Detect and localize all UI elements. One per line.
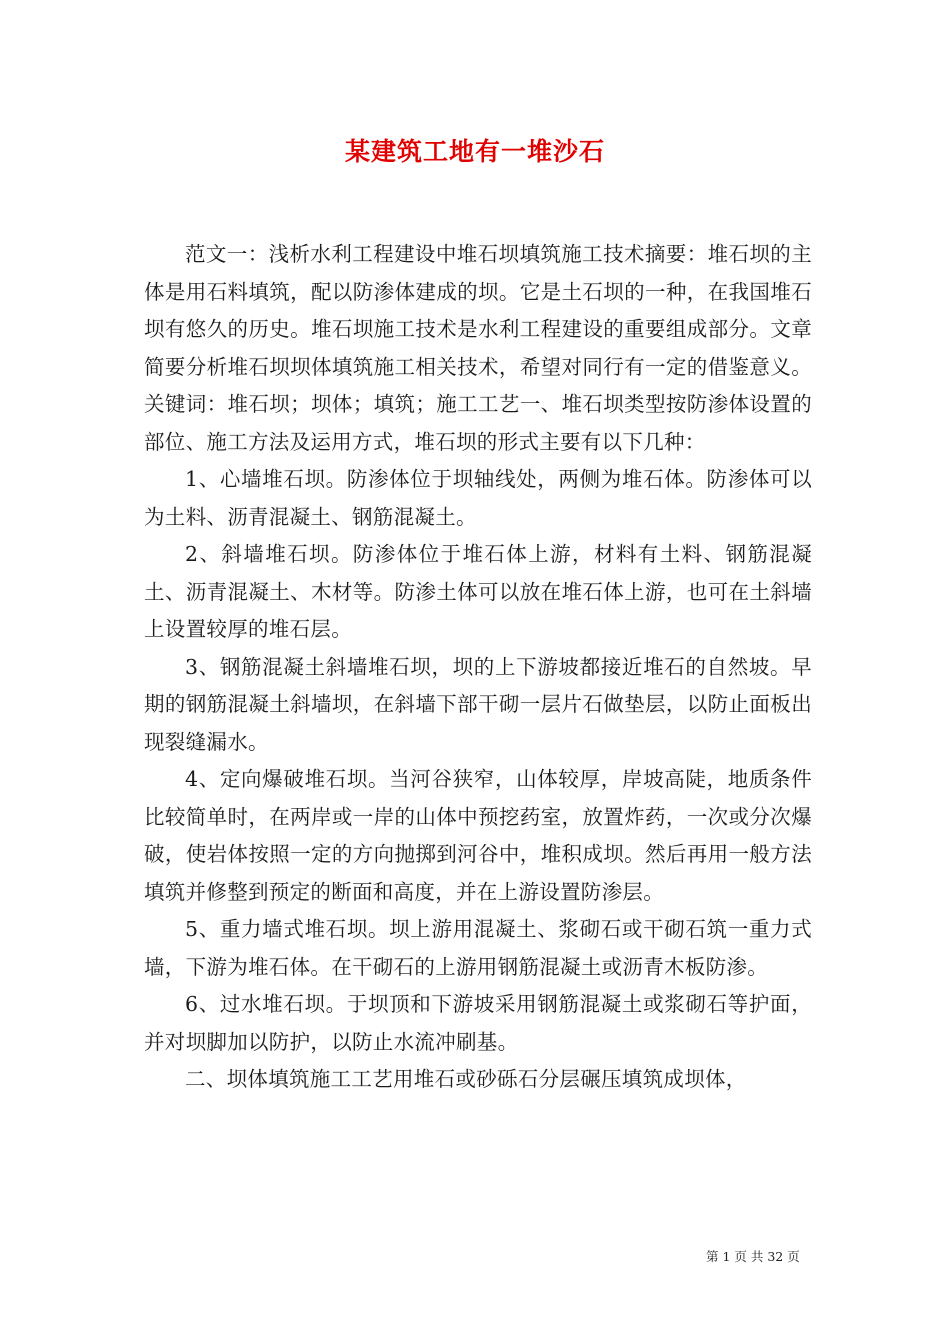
paragraph-item-1: 1、心墙堆石坝。防渗体位于坝轴线处，两侧为堆石体。防渗体可以为土料、沥青混凝土、钢筋混凝土。 bbox=[144, 467, 812, 529]
paragraph-intro: 范文一：浅析水利工程建设中堆石坝填筑施工技术摘要：堆石坝的主体是用石料填筑，配以防渗体建成的坝。它是土石坝的一种，在我国堆石坝有悠久的历史。堆石坝施工技术是水利工程建设的重要组成部分。文章简要分析堆石坝坝体填筑施工相关技术，希望对同行有一定的借鉴意义。关键词：堆石坝；坝体；填筑；施工工艺一、堆石坝类型按防渗体设置的部位、施工方法及运用方式，堆石坝的形式主要有以下几种： bbox=[144, 242, 812, 454]
page-number-footer: 第 1 页 共 32 页 bbox=[706, 1249, 800, 1264]
paragraph-item-2: 2、斜墙堆石坝。防渗体位于堆石体上游，材料有土料、钢筋混凝土、沥青混凝土、木材等。防渗土体可以放在堆石体上游，也可在土斜墙上设置较厚的堆石层。 bbox=[144, 542, 812, 641]
paragraph-item-4: 4、定向爆破堆石坝。当河谷狭窄，山体较厚，岸坡高陡，地质条件比较简单时，在两岸或一岸的山体中预挖药室，放置炸药，一次或分次爆破，使岩体按照一定的方向抛掷到河谷中，堆积成坝。然后再用一般方法填筑并修整到预定的断面和高度，并在上游设置防渗层。 bbox=[144, 767, 812, 904]
document-body bbox=[144, 236, 812, 1099]
document-title: 某建筑工地有一堆沙石 bbox=[344, 137, 605, 166]
paragraph-section-2: 二、坝体填筑施工工艺用堆石或砂砾石分层碾压填筑成坝体， bbox=[185, 1067, 747, 1091]
paragraph-item-3: 3、钢筋混凝土斜墙堆石坝，坝的上下游坡都接近堆石的自然坡。早期的钢筋混凝土斜墙坝，在斜墙下部干砌一层片石做垫层，以防止面板出现裂缝漏水。 bbox=[144, 654, 812, 754]
paragraph-item-6: 6、过水堆石坝。于坝顶和下游坡采用钢筋混凝土或浆砌石等护面，并对坝脚加以防护，以防止水流冲刷基。 bbox=[144, 992, 812, 1054]
paragraph-item-5: 5、重力墙式堆石坝。坝上游用混凝土、浆砌石或干砌石筑一重力式墙，下游为堆石体。在干砌石的上游用钢筋混凝土或沥青木板防渗。 bbox=[144, 917, 812, 979]
